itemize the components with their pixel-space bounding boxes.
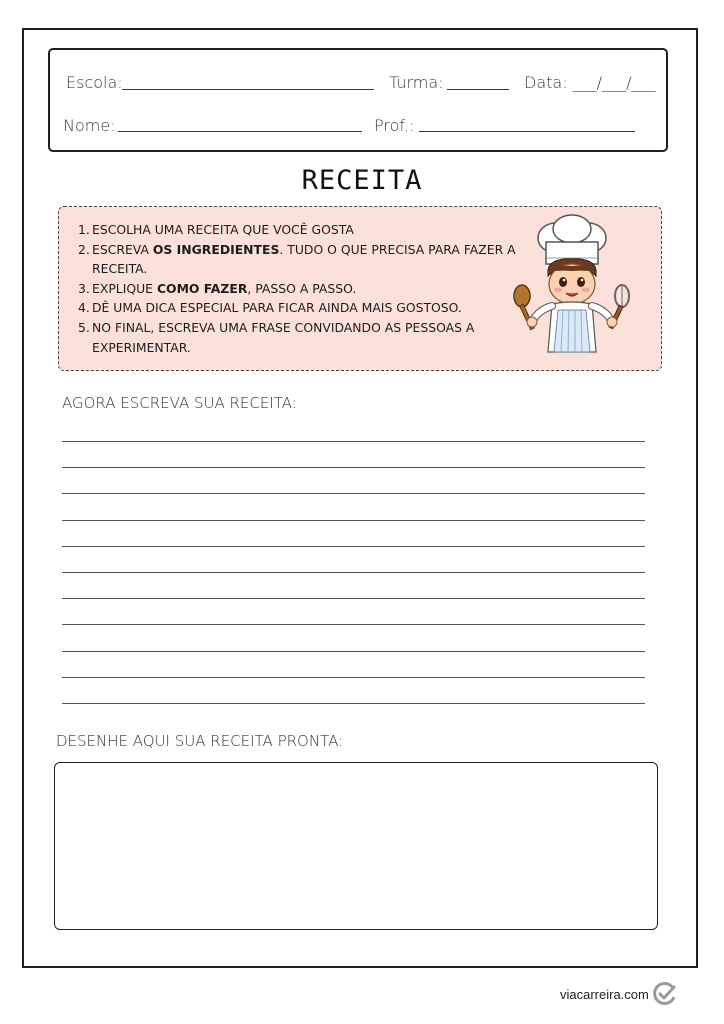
instruction-item (78, 318, 518, 357)
instruction-text (92, 318, 518, 357)
instruction-number: 5. (78, 319, 90, 335)
instruction-number: 1. (78, 222, 90, 237)
writing-line[interactable] (62, 677, 645, 678)
instruction-number: 3. (78, 280, 90, 296)
instruction-text-part: ESCREVA (92, 241, 153, 257)
instruction-emphasis: COMO FAZER (156, 280, 248, 296)
turma-label: Turma: (389, 73, 444, 92)
writing-line[interactable] (62, 624, 645, 625)
escola-label: Escola: (66, 73, 123, 92)
instruction-text (92, 279, 356, 299)
writing-line[interactable] (62, 493, 645, 494)
data-label: Data: ___/___/___ (524, 73, 656, 92)
writing-line[interactable] (62, 441, 645, 442)
escola-field[interactable] (122, 89, 374, 90)
watermark-text: viacarreira.com (560, 986, 649, 1002)
draw-section-label: DESENHE AQUI SUA RECEITA PRONTA: (56, 732, 344, 750)
instruction-text (92, 298, 462, 318)
writing-line[interactable] (62, 651, 645, 652)
writing-line[interactable] (62, 703, 645, 704)
writing-line[interactable] (62, 572, 645, 573)
writing-line[interactable] (62, 467, 645, 468)
instruction-text-part: EXPLIQUE (92, 280, 157, 296)
page-title: RECEITA (301, 165, 423, 196)
writing-line[interactable] (62, 598, 645, 599)
instruction-text-part: ESCOLHA UMA RECEITA QUE VOCÊ GOSTA (92, 222, 354, 237)
instruction-item (78, 298, 518, 318)
instruction-number: 2. (78, 241, 90, 257)
instruction-text-part: DÊ UMA DICA ESPECIAL PARA FICAR AINDA MAIS GOSTOSO. (92, 300, 462, 316)
instructions-list (78, 220, 518, 357)
instruction-text-part: NO FINAL, ESCREVA UMA FRASE CONVIDANDO AS PESSOAS A EXPERIMENTAR. (92, 319, 475, 355)
nome-label: Nome: (63, 116, 116, 135)
write-section-label: AGORA ESCREVA SUA RECEITA: (62, 394, 297, 412)
instruction-number: 4. (78, 300, 90, 316)
drawing-area[interactable] (54, 762, 658, 930)
watermark (560, 982, 677, 1006)
instruction-item (78, 240, 518, 279)
instruction-emphasis: OS INGREDIENTES (152, 241, 280, 257)
chef-illustration (508, 214, 634, 356)
instruction-item (78, 279, 518, 299)
student-info-box (48, 48, 668, 152)
instruction-item (78, 220, 518, 240)
instruction-text-part: , PASSO A PASSO. (247, 280, 357, 296)
prof-label: Prof.: (374, 116, 415, 135)
instruction-text-part: . TUDO O QUE PRECISA PARA FAZER A RECEITA. (92, 241, 516, 277)
writing-line[interactable] (62, 520, 645, 521)
check-logo-icon (653, 982, 677, 1006)
writing-line[interactable] (62, 546, 645, 547)
prof-field[interactable] (419, 131, 635, 132)
turma-field[interactable] (447, 89, 509, 90)
instruction-text (92, 240, 518, 279)
instruction-text (92, 220, 354, 240)
nome-field[interactable] (118, 131, 362, 132)
